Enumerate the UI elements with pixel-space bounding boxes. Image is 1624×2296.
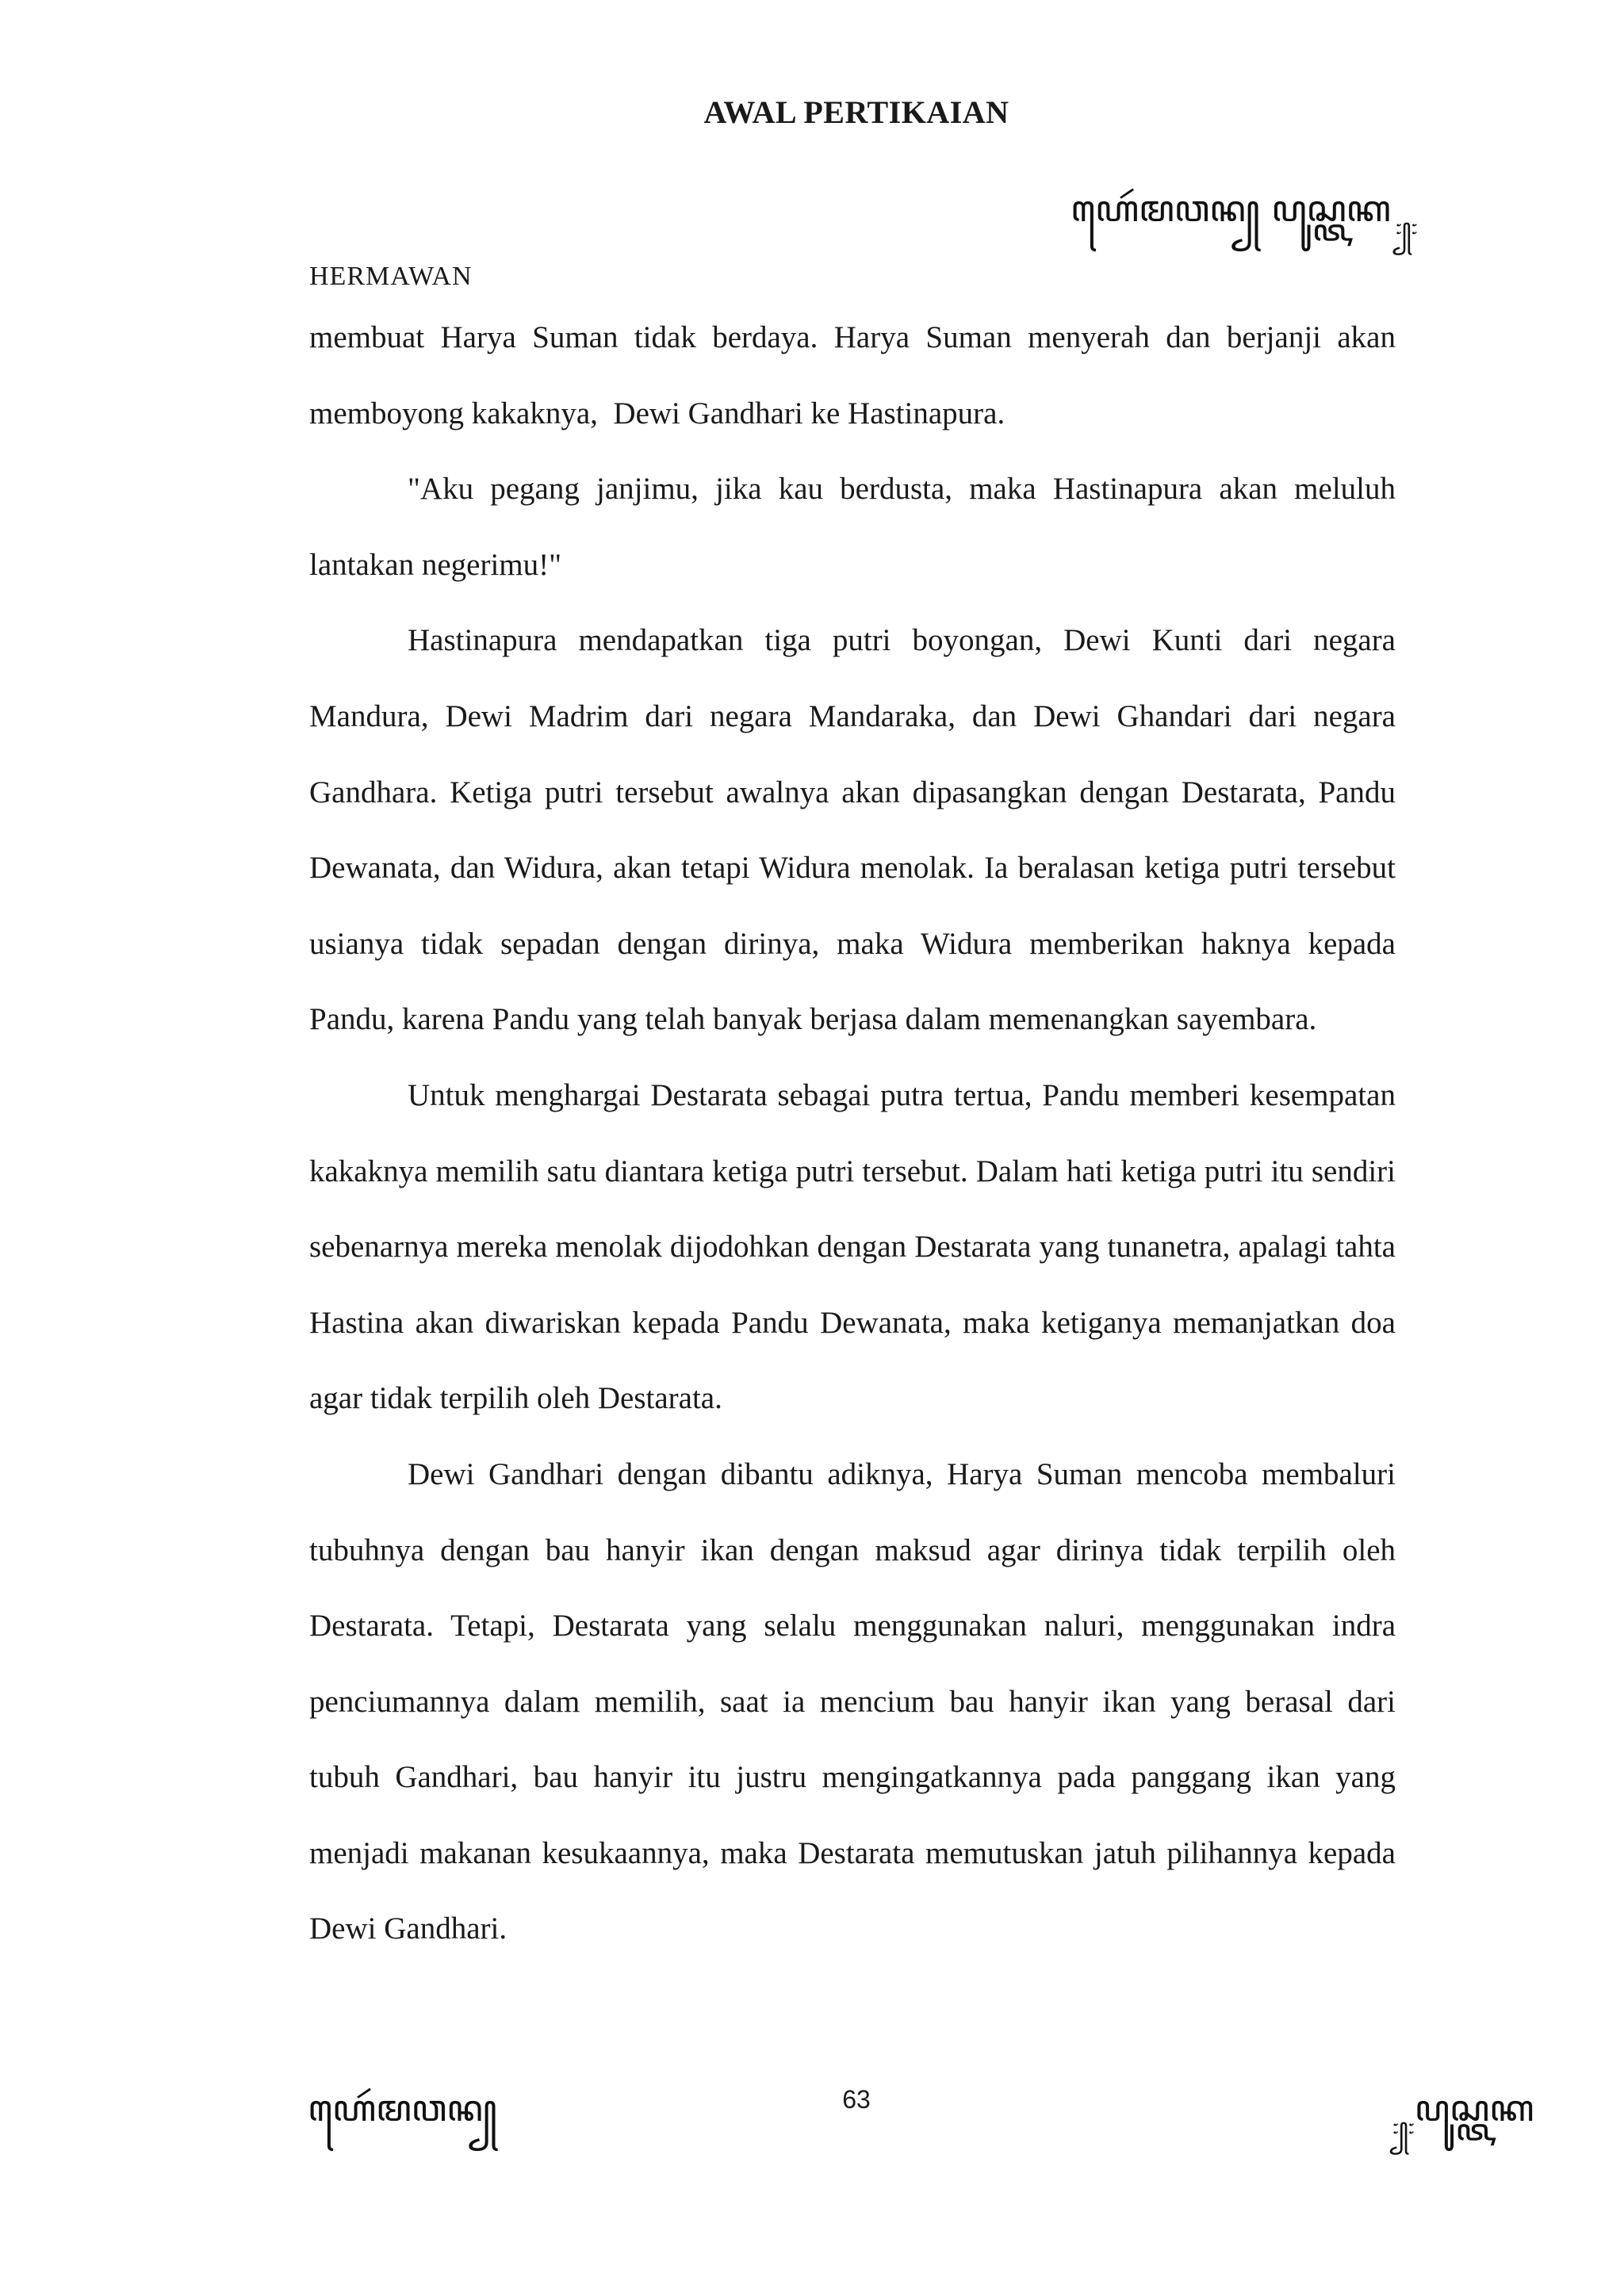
paragraph: membuat Harya Suman tidak berdaya. Harya Suman menyerah dan berjanji akan memboyong kakaknya, Dewi Gandhari ke Hastinapura.: [309, 320, 1396, 430]
page-title: AWAL PERTIKAIAN: [703, 94, 1009, 130]
javanese-script-ornament-icon: $_{꧇꧀꧇}$ꦥꦸꦱ꧀ꦠꦏ: [1392, 2087, 1534, 2141]
paragraph: "Aku pegang janjimu, jika kau berdusta, maka Hastinapura akan meluluh lantakan negerimu!": [309, 472, 1396, 582]
author-name: HERMAWAN: [309, 262, 473, 291]
paragraph: Dewi Gandhari dengan dibantu adiknya, Harya Suman mencoba membaluri tubuhnya dengan bau hanyir ikan dengan maksud agar dirinya tidak terpilih oleh Destarata. Tetapi, Destarata yang selalu menggunakan naluri, menggunakan indra penciumannya dalam memilih, saat ia mencium bau hanyir ikan yang berasal dari tubuh Gandhari, bau hanyir itu justru mengingatkannya pada panggang ikan yang menjadi makanan kesukaannya, maka Destarata memutuskan jatuh pilihannya kepada Dewi Gandhari.: [309, 1456, 1396, 1946]
body-text: [309, 300, 1396, 1967]
javanese-script-ornament-icon: ꦲꦺꦂꦩꦮꦤ꧀ ꦥꦸꦱ꧀ꦠꦏ $_{꧇꧀꧇}$: [1071, 187, 1418, 242]
paragraph: Hastinapura mendapatkan tiga putri boyongan, Dewi Kunti dari negara Mandura, Dewi Madrim dari negara Mandaraka, dan Dewi Ghandari dari negara Gandhara. Ketiga putri tersebut awalnya akan dipasangkan dengan Destarata, Pandu Dewanata, dan Widura, akan tetapi Widura menolak. Ia beralasan ketiga putri tersebut usianya tidak sepadan dengan dirinya, maka Widura memberikan haknya kepada Pandu, karena Pandu yang telah banyak berjasa dalam memenangkan sayembara.: [309, 623, 1396, 1037]
paragraph: Untuk menghargai Destarata sebagai putra tertua, Pandu memberi kesempatan kakaknya memilih satu diantara ketiga putri tersebut. Dalam hati ketiga putri itu sendiri sebenarnya mereka menolak dijodohkan dengan Destarata yang tunanetra, apalagi tahta Hastina akan diwariskan kepada Pandu Dewanata, maka ketiganya memanjatkan doa agar tidak terpilih oleh Destarata.: [309, 1077, 1396, 1416]
page-number: 63: [842, 2085, 871, 2114]
javanese-script-ornament-icon: ꦲꦺꦂꦩꦮꦤ꧀: [308, 2087, 497, 2130]
